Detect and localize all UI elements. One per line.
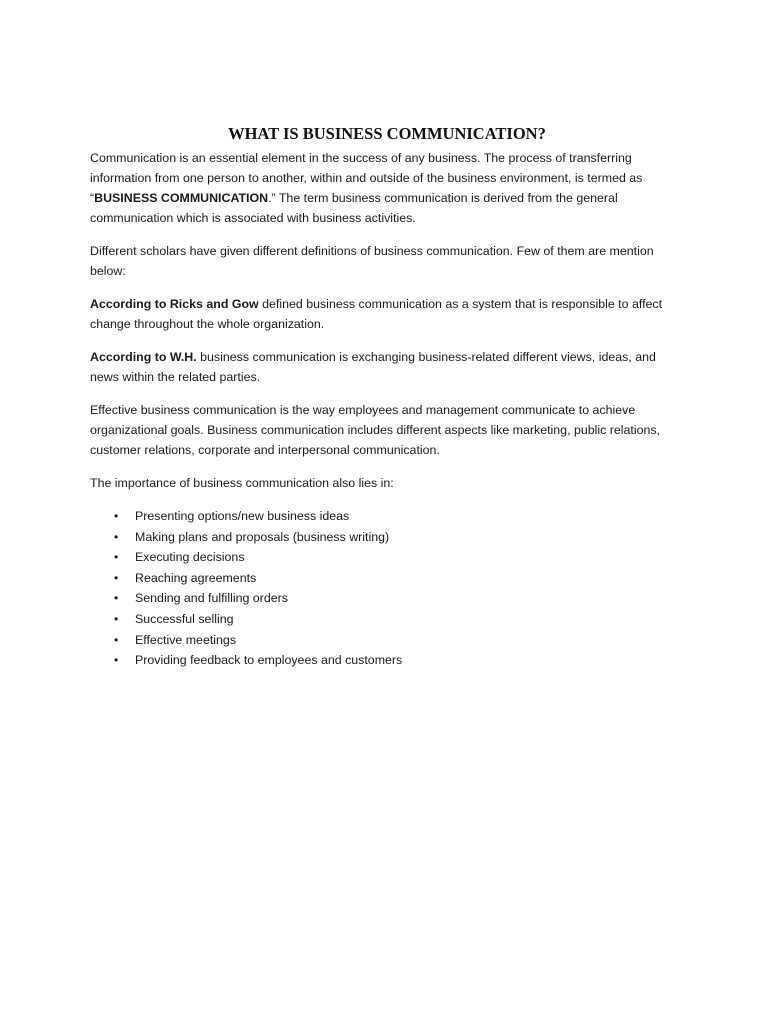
definition-ricks-source: According to Ricks and Gow (90, 297, 259, 311)
intro-lead-text: Communication is an essential element in the success of any business. The process of transferring information from one person to another, within and outside of the business environment, is termed as “ (90, 151, 643, 205)
bullet-icon: • (114, 611, 119, 626)
page-title: WHAT IS BUSINESS COMMUNICATION? (228, 124, 546, 143)
list-item (114, 547, 680, 568)
list-item (114, 568, 680, 589)
list-item-text: Providing feedback to employees and customers (135, 653, 403, 668)
list-item-text: Effective meetings (135, 632, 237, 647)
list-item (114, 527, 680, 548)
intro-term: BUSINESS COMMUNICATION (94, 191, 269, 205)
list-item-text: Presenting options/new business ideas (135, 509, 350, 523)
list-item-text: Executing decisions (135, 550, 245, 565)
definition-ricks-gow (90, 294, 680, 334)
effective-communication-paragraph: Effective business communication is the way employees and management communicate to achieve organizational goals. Business communication includes different aspects like marketing, public relations, customer relations, corporate and interpersonal communication. (90, 403, 661, 457)
list-item (114, 609, 680, 630)
bullet-icon: • (114, 550, 119, 565)
list-item (114, 630, 680, 651)
list-item (114, 588, 680, 609)
bullet-icon: • (114, 570, 119, 585)
bullet-icon: • (114, 653, 119, 668)
definition-wh-text: business communication is exchanging business-related different views, ideas, and news within the related parties. (90, 350, 656, 384)
bullet-icon: • (114, 632, 119, 647)
importance-bullet-list (90, 506, 680, 671)
definitions-intro-paragraph: Different scholars have given different definitions of business communication. Few of them are mention below: (90, 244, 654, 278)
definition-wh-source: According to W.H. (90, 350, 197, 364)
bullet-icon: • (114, 529, 119, 544)
intro-paragraph (90, 148, 680, 228)
list-item (114, 650, 680, 671)
definition-ricks-text: defined business communication as a system that is responsible to affect change throughout the whole organization. (90, 297, 663, 331)
list-item (114, 506, 680, 527)
list-item-text: Sending and fulfilling orders (135, 591, 288, 606)
importance-intro-paragraph: The importance of business communication also lies in: (90, 476, 394, 490)
list-item-text: Successful selling (135, 611, 234, 626)
intro-tail-text: .” The term business communication is derived from the general communication which is associated with business activities. (90, 191, 618, 225)
list-item-text: Making plans and proposals (business writing) (135, 529, 390, 544)
bullet-icon: • (114, 509, 119, 523)
definition-wh (90, 347, 680, 387)
bullet-icon: • (114, 591, 119, 606)
list-item-text: Reaching agreements (135, 570, 257, 585)
document-body (90, 122, 680, 671)
